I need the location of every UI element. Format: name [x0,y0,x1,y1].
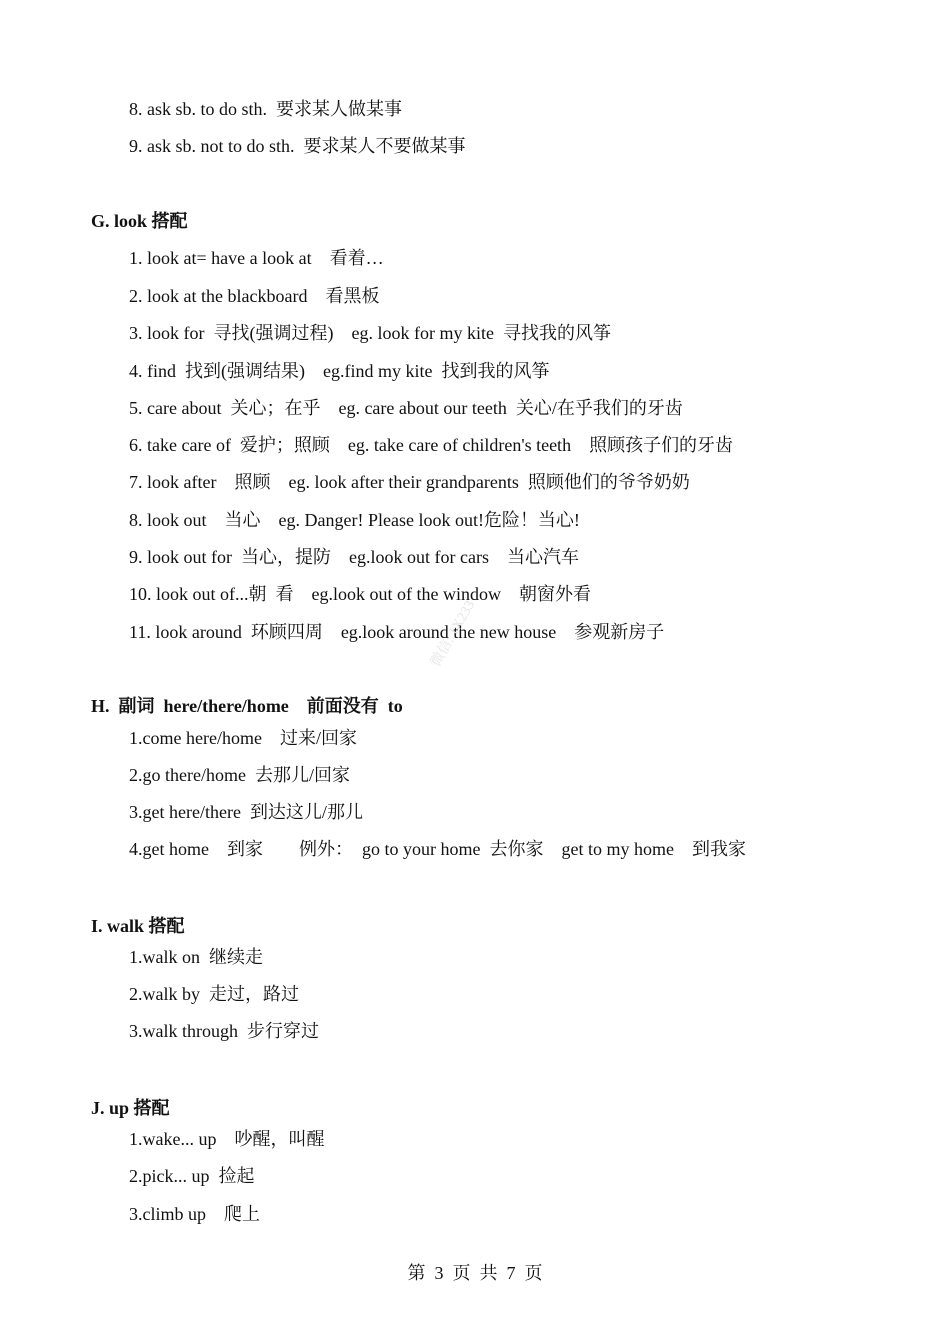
list-item: 1. look at= have a look at 看着… [129,248,384,268]
list-item: 11. look around 环顾四周 eg.look around the new house 参观新房子 [129,622,665,642]
list-item: 2.go there/home 去那儿/回家 [129,765,350,785]
list-item: 2. look at the blackboard 看黑板 [129,286,380,306]
list-item: 10. look out of...朝 看 eg.look out of the window 朝窗外看 [129,584,591,604]
list-item: 4.get home 到家 例外： go to your home 去你家 get to my home 到我家 [129,839,746,859]
list-item: 8. look out 当心 eg. Danger! Please look out!危险！当心! [129,510,580,530]
page-number-footer: 第 3 页 共 7 页 [407,1263,543,1283]
list-item: 5. care about 关心；在乎 eg. care about our teeth 关心/在乎我们的牙齿 [129,398,683,418]
section-heading-g: G. look 搭配 [91,211,188,231]
list-item: 3.get here/there 到达这儿/那儿 [129,802,363,822]
section-heading-j: J. up 搭配 [91,1098,170,1118]
list-item: 6. take care of 爱护；照顾 eg. take care of children's teeth 照顾孩子们的牙齿 [129,435,734,455]
list-item: 2.walk by 走过，路过 [129,984,299,1004]
section-heading-h: H. 副词 here/there/home 前面没有 to [91,696,403,716]
list-item: 3. look for 寻找(强调过程) eg. look for my kite 寻找我的风筝 [129,323,611,343]
list-item: 1.come here/home 过来/回家 [129,728,357,748]
section-heading-i: I. walk 搭配 [91,916,185,936]
list-item: 9. look out for 当心，提防 eg.look out for cars 当心汽车 [129,547,579,567]
list-item: 3.climb up 爬上 [129,1204,260,1224]
list-item: 1.wake... up 吵醒，叫醒 [129,1129,325,1149]
list-item: 4. find 找到(强调结果) eg.find my kite 找到我的风筝 [129,361,550,381]
list-item: 8. ask sb. to do sth. 要求某人做某事 [129,99,403,119]
list-item: 1.walk on 继续走 [129,947,263,967]
list-item: 3.walk through 步行穿过 [129,1021,319,1041]
list-item: 2.pick... up 捡起 [129,1166,255,1186]
list-item: 9. ask sb. not to do sth. 要求某人不要做某事 [129,136,466,156]
list-item: 7. look after 照顾 eg. look after their grandparents 照顾他们的爷爷奶奶 [129,472,690,492]
watermark-text: 微信: 1X233 [428,598,479,670]
